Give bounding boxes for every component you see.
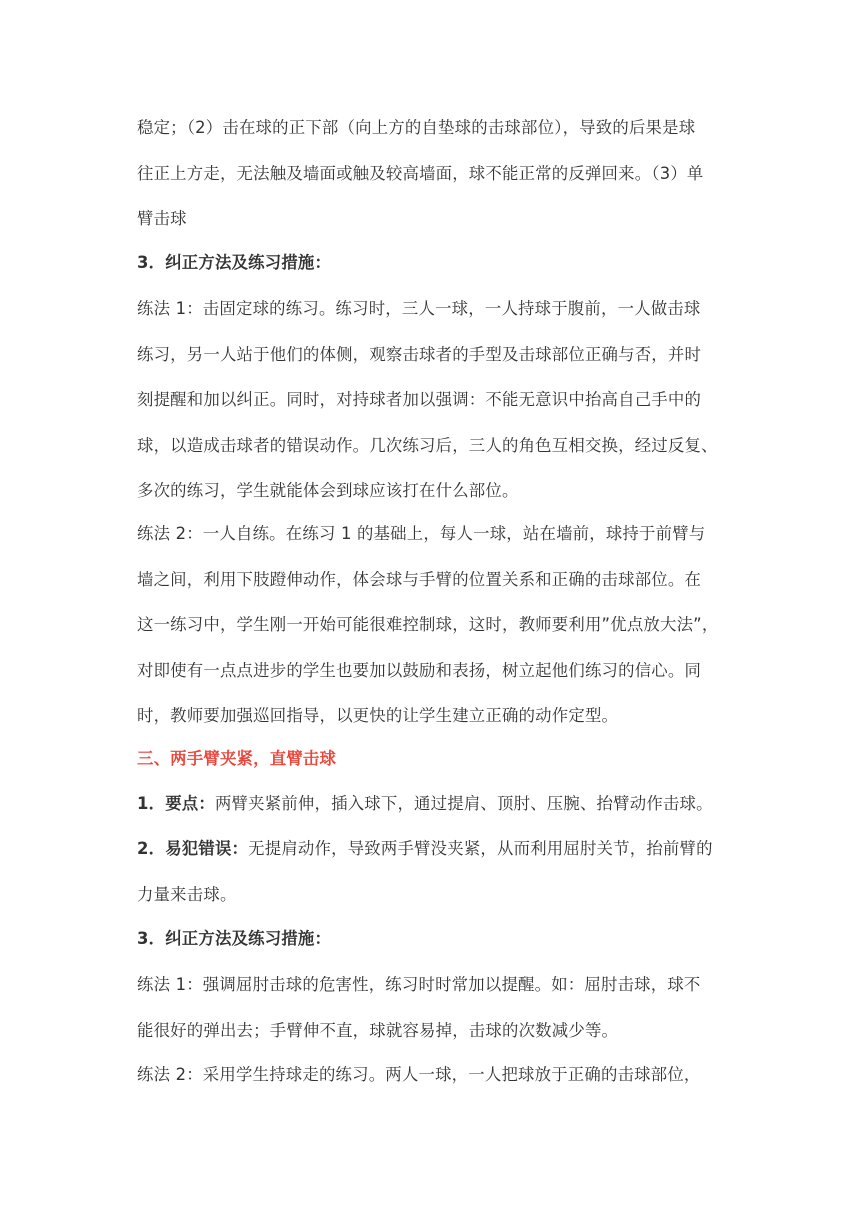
text-line: 力量来击球。: [137, 884, 237, 904]
point-1: [137, 781, 725, 827]
section-title: 三、两手臂夹紧，直臂击球: [137, 749, 337, 768]
paragraph-method-1: [137, 286, 725, 514]
text-line: 稳定；（2）击在球的正下部（向上方的自垫球的击球部位），导致的后果是球: [137, 118, 696, 137]
point-text: 两臂夹紧前伸，插入球下，通过提肩、顶肘、压腕、抬臂动作击球。: [214, 794, 713, 813]
paragraph-stability-errors: [137, 105, 725, 242]
point-2: [137, 826, 725, 917]
text-line: 能很好的弹出去；手臂伸不直，球就容易掉，击球的次数减少等。: [137, 1020, 619, 1040]
point-label: 2．易犯错误：: [137, 839, 249, 858]
text-line: 练法 1：击固定球的练习。练习时，三人一球，一人持球于腹前，一人做击球: [137, 299, 701, 318]
point-text: 无提肩动作，导致两手臂没夹紧，从而利用屈肘关节，抬前臂的: [248, 839, 713, 858]
paragraph-method-1b: [137, 962, 725, 1053]
text-line: 练法 2：一人自练。在练习 1 的基础上，每人一球，站在墙前，球持于前臂与: [137, 524, 706, 543]
text-line: 这一练习中，学生刚一开始可能很难控制球，这时，教师要利用”优点放大法”，: [137, 615, 719, 634]
subheading-text: 3．纠正方法及练习措施：: [137, 253, 332, 272]
text-line: 练法 2：采用学生持球走的练习。两人一球，一人把球放于正确的击球部位，: [137, 1065, 701, 1084]
text-line: 多次的练习，学生就能体会到球应该打在什么部位。: [137, 481, 519, 500]
text-line: 墙之间，利用下肢蹬伸动作，体会球与手臂的位置关系和正确的击球部位。在: [137, 569, 702, 589]
text-line: 对即使有一点点进步的学生也要加以鼓励和表扬，树立起他们练习的信心。同: [137, 660, 702, 680]
section-heading-3: [137, 736, 725, 782]
text-line: 刻提醒和加以纠正。同时，对持球者加以强调：不能无意识中抬高自己手中的: [137, 390, 702, 409]
point-label: 1．要点：: [137, 794, 215, 813]
paragraph-method-2b: [137, 1052, 725, 1098]
paragraph-method-2: [137, 511, 725, 739]
text-line: 球，以造成击球者的错误动作。几次练习后，三人的角色互相交换，经过反复、: [137, 435, 718, 455]
subheading-text: 3．纠正方法及练习措施：: [137, 929, 332, 948]
text-line: 练习，另一人站于他们的体侧，观察击球者的手型及击球部位正确与否，并时: [137, 344, 702, 364]
text-line: 练法 1：强调屈肘击球的危害性，练习时时常加以提醒。如：屈肘击球，球不: [137, 975, 701, 994]
text-line: 臂击球: [137, 209, 187, 228]
subheading-correction-methods-2: [137, 916, 725, 962]
text-line: 往正上方走，无法触及墙面或触及较高墙面，球不能正常的反弹回来。（3）单: [137, 163, 704, 183]
subheading-correction-methods: [137, 240, 725, 286]
text-line: 时，教师要加强巡回指导，以更快的让学生建立正确的动作定型。: [137, 706, 619, 725]
